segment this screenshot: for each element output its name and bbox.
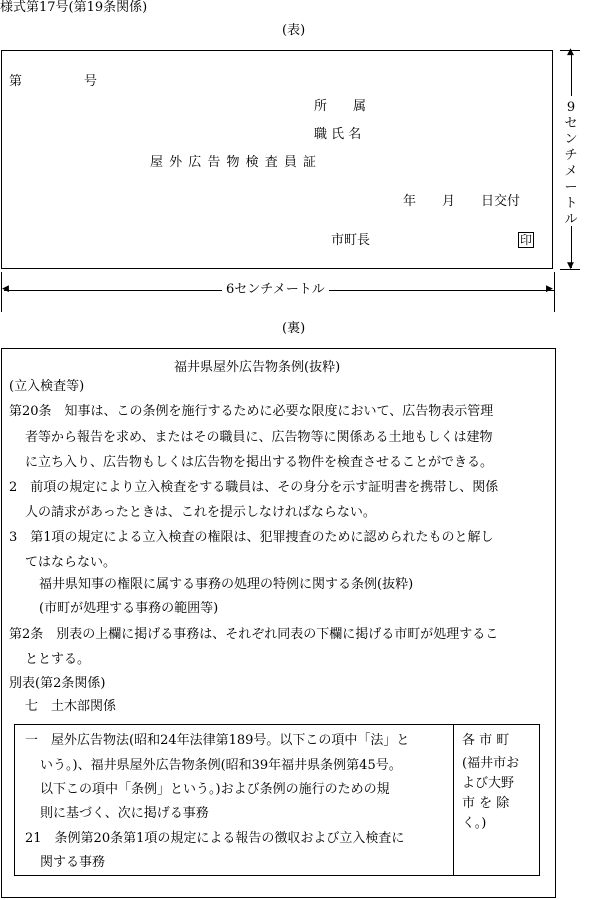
name-label: 職 氏 名 (314, 127, 362, 142)
table-left-line6: 関する事務 (40, 855, 106, 870)
section-heading-inspection: (立入検査等) (9, 379, 85, 394)
section-heading-municipal: (市町が処理する事務の範囲等) (39, 601, 219, 616)
paragraph2-line2: 人の請求があったときは、これを提示しなければならない。 (25, 505, 376, 520)
article20-line1: 第20条 知事は、この条例を施行するために必要な限度において、広告物表示管理 (9, 404, 494, 419)
table-right-line5: く。) (462, 816, 487, 831)
ordinance-title: 福井県屋外広告物条例(抜粋) (174, 360, 341, 375)
issue-date: 年 月 日交付 (403, 194, 521, 209)
article20-line3: に立ち入り、広告物もしくは広告物を掲出する物件を検査させることができる。 (25, 455, 494, 470)
table-left-line1: 一 屋外広告物法(昭和24年法律第189号。以下この項中「法」と (25, 733, 410, 748)
table-right-line4: 市 を 除 (462, 796, 510, 811)
arrow-up-icon: ▲ (567, 47, 574, 57)
seal-mark: 印 (519, 233, 532, 247)
table-left-line3: 以下この項中「条例」という。)および条例の施行のための規 (40, 782, 390, 797)
certificate-title: 屋 外 広 告 物 検 査 員 証 (150, 155, 318, 170)
table-divider (453, 724, 454, 876)
table-left-line2: いう。)、福井県屋外広告物条例(昭和39年福井県条例第45号。 (40, 758, 402, 773)
height-dimension-label: 9センチメートル (564, 100, 578, 227)
article20-line2: 者等から報告を求め、またはその職員に、広告物等に関係ある土地もしくは建物 (25, 430, 493, 445)
paragraph3-line2: てはならない。 (25, 555, 117, 570)
appendix-label: 別表(第2条関係) (9, 676, 106, 691)
article2-line2: ととする。 (25, 652, 91, 667)
table-right-line3: よび大野 (462, 776, 515, 791)
back-label: (裏) (282, 321, 306, 336)
table-right-line2: (福井市お (462, 756, 520, 771)
arrow-left-icon: ◀ (2, 284, 9, 294)
arrow-right-icon: ▶ (546, 284, 553, 294)
paragraph2-line1: 2 前項の規定により立入検査をする職員は、その身分を示す証明書を携帯し、関係 (9, 480, 499, 495)
table-left-line5: 21 条例第20条第1項の規定による報告の徴収および立入検査に (25, 831, 405, 846)
special-ordinance-title: 福井県知事の権限に属する事務の処理の特例に関する条例(抜粋) (39, 577, 414, 592)
issuer-label: 市町長 (331, 233, 371, 248)
table-left-line4: 則に基づく、次に掲げる事務 (40, 806, 209, 821)
affiliation-label: 所 属 (314, 99, 367, 114)
dim-tick-right (554, 272, 555, 312)
width-dimension-label: 6センチメートル (222, 283, 329, 296)
article2-line1: 第2条 別表の上欄に掲げる事務は、それぞれ同表の下欄に掲げる市町が処理するこ (9, 627, 499, 642)
number-go: 号 (84, 74, 98, 89)
dim-arrow-up (571, 52, 572, 96)
arrow-down-icon: ▼ (567, 261, 574, 271)
form-number: 様式第17号(第19条関係) (0, 0, 148, 15)
front-label: (表) (282, 23, 306, 38)
civil-engineering-label: 七 土木部関係 (25, 699, 117, 714)
table-right-line1: 各 市 町 (462, 733, 510, 748)
number-dai: 第 (9, 74, 23, 89)
paragraph3-line1: 3 第1項の規定による立入検査の権限は、犯罪捜査のために認められたものと解し (9, 530, 494, 545)
